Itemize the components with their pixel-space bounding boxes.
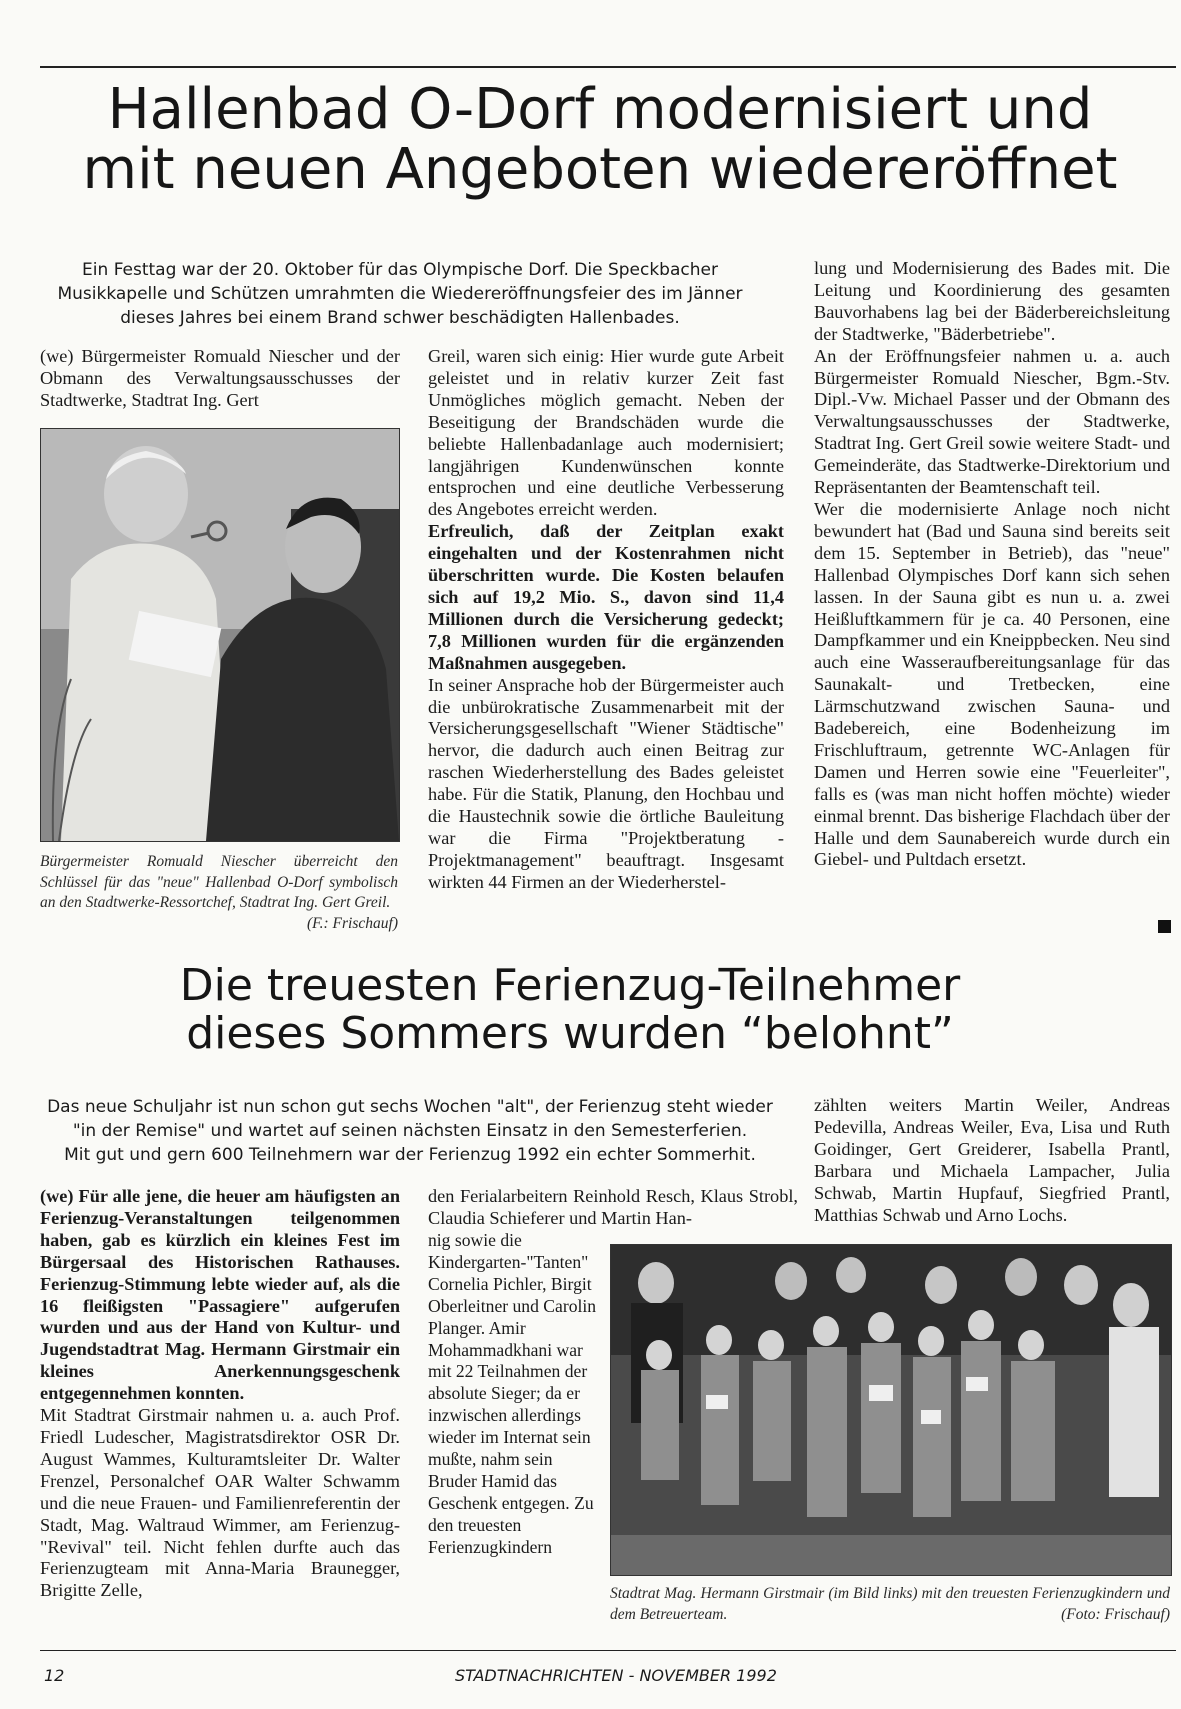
- article2-headline-line2: dieses Sommers wurden “belohnt”: [186, 1007, 954, 1059]
- top-rule: [40, 66, 1176, 68]
- page-number: 12: [44, 1666, 65, 1685]
- article2-col1-p: Mit Stadtrat Girstmair nahmen u. a. auch Prof. Friedl Ludescher, Magistratsdirektor OSR Dr. August Wammes, Kulturamtsleiter Dr. Walter Frenzel, Personalchef OAR Walter Schwamm und die neue Frauen- und Familienreferentin der Stadt, Mag. Waltraud Wimmer, am Ferienzug-"Revival" teil. Nicht fehlen durfte auch das Ferienzugteam mit Anna-Maria Braunegger, Brigitte Zelle,: [40, 1405, 400, 1601]
- article2-col2-narrow: [428, 1230, 600, 1559]
- article2-caption-credit: (Foto: Frischauf): [1061, 1605, 1170, 1623]
- publication-footer: STADTNACHRICHTEN - NOVEMBER 1992: [455, 1666, 777, 1685]
- article2-col1: [40, 1186, 400, 1602]
- key-handover-image: [41, 429, 399, 841]
- group-photo-image: [611, 1245, 1171, 1575]
- article1-headline: [30, 77, 1170, 203]
- article1-caption-credit: (F.: Frischauf): [307, 914, 398, 932]
- article1-col3-p1: lung und Modernisierung des Bades mit. Die Leitung und Koordinierung des gesamten Bauvorhabens lag bei der Bäderbereichsleitung der Stadtwerke, "Bäderbetriebe".: [814, 258, 1170, 344]
- article1-col2-bold: Erfreulich, daß der Zeitplan exakt eingehalten und der Kostenrahmen nicht überschritten wurde. Die Kosten belaufen sich auf 19,2 Mio. S., davon sind 11,4 Millionen durch die Versicherung gedeckt; 7,8 Millionen wurden für die ergänzenden Maßnahmen ausgegeben.: [428, 521, 784, 673]
- article1-lead-line1: Ein Festtag war der 20. Oktober für das Olympische Dorf. Die Speckbacher: [82, 260, 718, 280]
- article1-col3-p3: Wer die modernisierte Anlage noch nicht bewundert hat (Bad und Sauna sind bereits seit dem 15. September in Betrieb), das "neue" Hallenbad Olympisches Dorf kann sich sehen lassen. In der Sauna gibt es nun u. a. zwei Heißluftkammern für je ca. 40 Personen, eine Dampfkammer und ein Kneippbecken. Neu sind auch eine Wasseraufbereitungsanlage für das Saunakalt- und Tretbecken, eine Lärmschutzwand zwischen Sauna- und Badebereich, eine Bodenheizung im Frischluftraum, getrennte WC-Anlagen für Damen und Herren sowie eine "Feuerleiter", falls es (was man nicht hoffen möchte) wieder einmal brennt. Das bisherige Flachdach über der Halle und dem Saunabereich wurde durch ein Giebel- und Pultdach ersetzt.: [814, 498, 1170, 870]
- article2-col2-narrow-text: nig sowie die Kindergarten-"Tanten" Cornelia Pichler, Birgit Oberleitner und Carolin Planger. Amir Mohammadkhani war mit 22 Teilnahmen der absolute Sieger; da er inzwischen allerdings wieder im Internat sein mußte, nahm sein Bruder Hamid das Geschenk entgegen. Zu den treuesten Ferienzugkindern: [428, 1230, 597, 1557]
- article2-col3: [814, 1095, 1170, 1226]
- article2-headline-line1: Die treuesten Ferienzug-Teilnehmer: [179, 960, 961, 1011]
- article1-caption-text: Bürgermeister Romuald Niescher überreicht den Schlüssel für das "neue" Hallenbad O-Dorf symbolisch an den Stadtwerke-Ressortchef, Stadtrat Ing. Gert Greil.: [40, 853, 398, 911]
- article2-photo-caption: [610, 1584, 1170, 1625]
- article2-photo: [610, 1244, 1172, 1576]
- article1-col2: [428, 346, 784, 894]
- article1-col2-p2: In seiner Ansprache hob der Bürgermeister auch die unbürokratische Zusammenarbeit mit der Versicherungsgesellschaft "Wiener Städtische" hervor, die dadurch auch einen Beitrag zur raschen Wiederherstellung des Bades geleistet habe. Für die Statik, Planung, den Hochbau und die Haustechnik sowie die örtliche Bauleitung war die Firma "Projektberatung - Projektmanagement" beauftragt. Insgesamt wirkten 44 Firmen an der Wiederherstel-: [428, 674, 784, 892]
- article2-lead-line2: "in der Remise" und wartet auf seinen nächsten Einsatz in den Semesterferien.: [72, 1121, 748, 1141]
- bottom-rule: [40, 1650, 1176, 1651]
- article1-lead-line2: Musikkapelle und Schützen umrahmten die Wiedereröffnungsfeier des im Jänner: [57, 284, 743, 304]
- article1-headline-line2: mit neuen Angeboten wiedereröffnet: [82, 137, 1118, 203]
- article2-col2-top: [428, 1186, 798, 1230]
- article2-lead-line1: Das neue Schuljahr ist nun schon gut sechs Wochen "alt", der Ferienzug steht wieder: [47, 1097, 773, 1117]
- article2-lead-line3: Mit gut und gern 600 Teilnehmern war der Ferienzug 1992 ein echter Sommerhit.: [64, 1145, 756, 1165]
- article2-col3-text: zählten weiters Martin Weiler, Andreas Pedevilla, Andreas Weiler, Eva, Lisa und Ruth Goidinger, Gert Greiderer, Isabella Prantl, Barbara und Michaela Lampacher, Julia Schwab, Martin Hupfauf, Siegfried Prantl, Matthias Schwab und Arno Lochs.: [814, 1095, 1170, 1225]
- article1-col3-p2: An der Eröffnungsfeier nahmen u. a. auch Bürgermeister Romuald Niescher, Bgm.-Stv. Dipl.-Vw. Michael Passer und der Obmann des Verwaltungsausschusses der Stadtwerke, Stadtrat Ing. Gert Greil sowie weitere Stadt- und Gemeinderäte, das Stadtwerke-Direktorium und Repräsentanten der Beamtenschaft teil.: [814, 345, 1170, 498]
- article1-col3: [814, 258, 1170, 871]
- article1-photo-caption: [40, 852, 398, 934]
- article1-col2-p1: Greil, waren sich einig: Hier wurde gute Arbeit geleistet und in relativ kurzer Zeit fast Unmögliches möglich gemacht. Neben der Beseitigung der Brandschäden wurde die beliebte Hallenbadanlage auch modernisiert; langjährigen Kundenwünschen konnte entsprochen und eine deutliche Verbesserung des Angebotes erreicht werden.: [428, 346, 784, 520]
- article2-lead: [40, 1095, 780, 1167]
- article2-caption-text: Stadtrat Mag. Hermann Girstmair (im Bild links) mit den treuesten Ferienzugkindern und dem Betreuerteam.: [610, 1585, 1170, 1623]
- article2-col2-top-text: den Ferialarbeitern Reinhold Resch, Klaus Strobl, Claudia Schieferer und Martin Han-: [428, 1186, 798, 1228]
- article-end-mark: [1158, 920, 1171, 933]
- article1-col1-text: (we) Bürgermeister Romuald Niescher und der Obmann des Verwaltungsausschusses der Stadtwerke, Stadtrat Ing. Gert: [40, 346, 400, 410]
- article1-headline-line1: Hallenbad O-Dorf modernisiert und: [107, 77, 1093, 142]
- article1-photo: [40, 428, 400, 842]
- article2-col1-bold: (we) Für alle jene, die heuer am häufigsten an Ferienzug-Veranstaltungen teilgenommen haben, gab es kürzlich ein kleines Fest im Bürgersaal des Historischen Rathauses. Ferienzug-Stimmung lebte wieder auf, als die 16 fleißigsten "Passagiere" aufgerufen wurden und aus der Hand von Kultur- und Jugendstadtrat Mag. Hermann Girstmair ein kleines Anerkennungsgeschenk entgegennehmen konnten.: [40, 1186, 400, 1404]
- article2-headline: [120, 962, 1020, 1057]
- article1-col1: [40, 346, 400, 412]
- article1-lead-line3: dieses Jahres bei einem Brand schwer beschädigten Hallenbades.: [120, 308, 680, 328]
- article1-lead: [40, 258, 760, 330]
